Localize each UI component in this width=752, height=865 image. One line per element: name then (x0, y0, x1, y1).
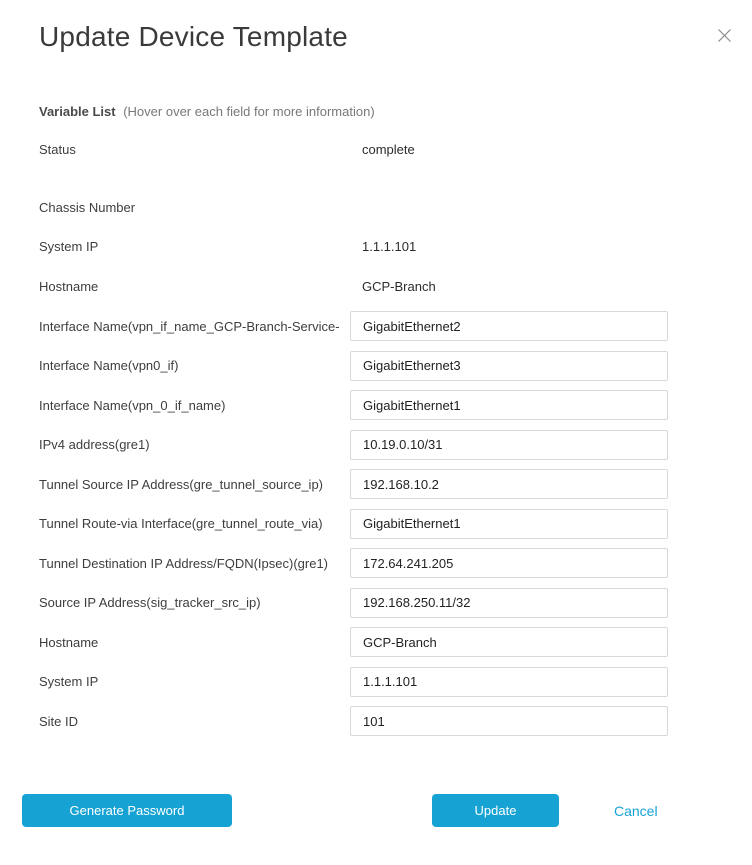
site-id-input[interactable] (350, 706, 668, 736)
status-value: complete (362, 141, 415, 157)
variable-list-header (39, 104, 752, 119)
field-row-tunnel-source-ip (39, 469, 713, 499)
system-ip-value: 1.1.1.101 (362, 238, 417, 254)
page-title: Update Device Template (39, 21, 348, 52)
interface-name-vpn-0-if-name-input[interactable] (350, 390, 668, 420)
field-row-tunnel-route-via (39, 509, 713, 539)
variable-list-title: Variable List (39, 104, 116, 119)
field-label: System IP (39, 238, 99, 254)
update-button[interactable]: Update (432, 794, 559, 827)
field-row-site-id (39, 706, 713, 736)
field-row-interface-name-service (39, 311, 713, 341)
cancel-button[interactable]: Cancel (614, 802, 658, 819)
field-label: System IP (39, 674, 99, 689)
field-row-sig-tracker-src-ip (39, 588, 713, 618)
field-label: Site ID (39, 713, 79, 729)
field-row-status (39, 141, 713, 157)
field-label: Status (39, 141, 76, 157)
field-label: Hostname (39, 634, 99, 650)
tunnel-route-via-input[interactable] (350, 509, 668, 539)
generate-password-button[interactable]: Generate Password (22, 794, 232, 827)
ipv4-address-gre1-input[interactable] (350, 430, 668, 460)
sig-tracker-src-ip-input[interactable] (350, 588, 668, 618)
field-row-hostname-input (39, 627, 713, 657)
field-row-system-ip-input (39, 667, 713, 697)
field-row-tunnel-destination (39, 548, 713, 578)
field-label: Chassis Number (39, 199, 136, 215)
field-label: Hostname (39, 278, 99, 294)
field-label: Tunnel Source IP Address(gre_tunnel_source_ip) (39, 476, 324, 492)
field-label: Tunnel Destination IP Address/FQDN(Ipsec)(gre1) (39, 555, 329, 571)
field-row-interface-name-vpn-0-if-name (39, 390, 713, 420)
field-label: Source IP Address(sig_tracker_src_ip) (39, 595, 261, 610)
field-row-system-ip (39, 238, 713, 254)
interface-name-vpn0-if-input[interactable] (350, 351, 668, 381)
system-ip-input[interactable] (350, 667, 668, 697)
tunnel-source-ip-input[interactable] (350, 469, 668, 499)
tunnel-destination-input[interactable] (350, 548, 668, 578)
field-row-ipv4-address-gre1 (39, 430, 713, 460)
field-row-interface-name-vpn0-if (39, 351, 713, 381)
hostname-input[interactable] (350, 627, 668, 657)
field-row-hostname (39, 278, 713, 294)
variable-list-hint: (Hover over each field for more information) (123, 104, 375, 119)
hostname-value: GCP-Branch (362, 278, 436, 294)
field-label: Tunnel Route-via Interface(gre_tunnel_route_via) (39, 516, 323, 531)
dialog-footer (22, 794, 752, 827)
variable-list (39, 141, 752, 736)
interface-name-service-input[interactable] (350, 311, 668, 341)
field-row-chassis-number (39, 199, 713, 215)
field-label: Interface Name(vpn0_if) (39, 358, 179, 373)
field-label: IPv4 address(gre1) (39, 437, 150, 452)
field-label: Interface Name(vpn_0_if_name) (39, 397, 226, 413)
x-icon (717, 28, 732, 43)
update-device-template-dialog (0, 21, 752, 865)
close-icon[interactable] (715, 26, 733, 44)
field-label: Interface Name(vpn_if_name_GCP-Branch-Service- (39, 318, 340, 334)
